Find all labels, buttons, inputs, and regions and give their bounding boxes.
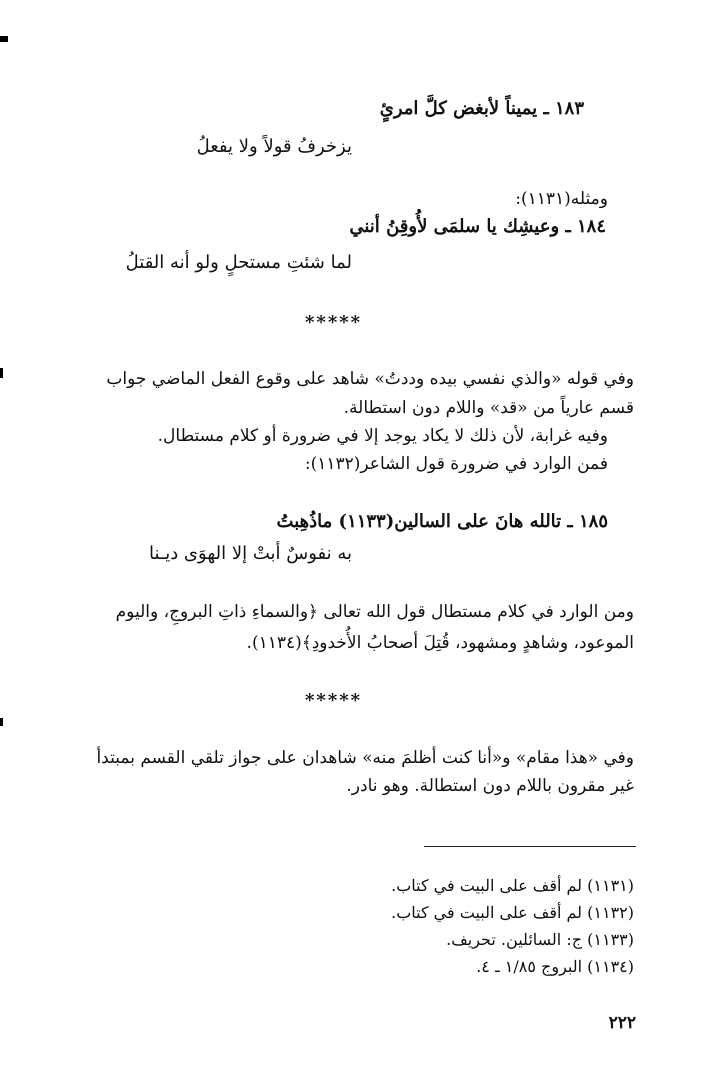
section-separator: ***** (305, 312, 363, 333)
scan-edge-mark-lower (0, 718, 3, 726)
page-number: ٢٢٢ (608, 1013, 636, 1033)
footnote-separator-rule (424, 846, 636, 847)
verse-184-first-hemistich: ١٨٤ ـ وعيشِك يا سلمَى لأُوقِنُ أنني (349, 216, 606, 237)
paragraph-3-line-2: الموعود، وشاهدٍ ومشهود، قُتِلَ أصحابُ الأُخدودِ﴾(١١٣٤). (246, 633, 634, 653)
footnote-1131: (١١٣١) لم أقف على البيت في كتاب. (391, 876, 634, 895)
verse-185-first-hemistich: ١٨٥ ـ تالله هانَ على السالين(١١٣٣) ماذُهِبتُ (276, 511, 608, 532)
verse-183-first-hemistich: ١٨٣ ـ يميناً لأبغض كلَّ امرئٍ (379, 98, 584, 119)
paragraph-1-line-1: وفي قوله «والذي نفسي بيده وددتُ» شاهد على وقوع الفعل الماضي جواب (106, 369, 634, 389)
verse-185-second-hemistich: به نفوسٌ أبتْ إلا الهوَى ديـنا (149, 543, 352, 564)
paragraph-2-line-2: فمن الوارد في ضرورة قول الشاعر(١١٣٢): (304, 454, 608, 474)
paragraph-3-line-1: ومن الوارد في كلام مستطال قول الله تعالى ﴿والسماءِ ذاتِ البروجِ، واليوم (115, 602, 634, 622)
verse-184-intro: ومثله(١١٣١): (515, 189, 608, 209)
verse-183-second-hemistich: يزخرفُ قولاً ولا يفعلُ (196, 136, 352, 157)
paragraph-2-line-1: وفيه غرابة، لأن ذلك لا يكاد يوجد إلا في ضرورة أو كلام مستطال. (157, 426, 608, 446)
footnote-1133: (١١٣٣) ج: السائلين. تحريف. (446, 930, 634, 949)
paragraph-4-line-2: غير مقرون باللام دون استطالة. وهو نادر. (346, 776, 634, 796)
scan-edge-mark-middle (0, 368, 3, 378)
footnote-1132: (١١٣٢) لم أقف على البيت في كتاب. (391, 903, 634, 922)
section-separator: ***** (305, 690, 363, 711)
footnote-1134: (١١٣٤) البروج ١/٨٥ ـ ٤. (476, 957, 634, 976)
paragraph-4-line-1: وفي «هذا مقام» و«أنا كنت أظلمَ منه» شاهدان على جواز تلقي القسم بمبتدأ (96, 748, 634, 768)
paragraph-1-line-2: قسم عارياً من «قد» واللام دون استطالة. (343, 398, 634, 418)
verse-184-second-hemistich: لما شئتِ مستحلٍ ولو أنه القتلُ (125, 252, 352, 273)
scan-edge-mark-top (0, 36, 8, 42)
